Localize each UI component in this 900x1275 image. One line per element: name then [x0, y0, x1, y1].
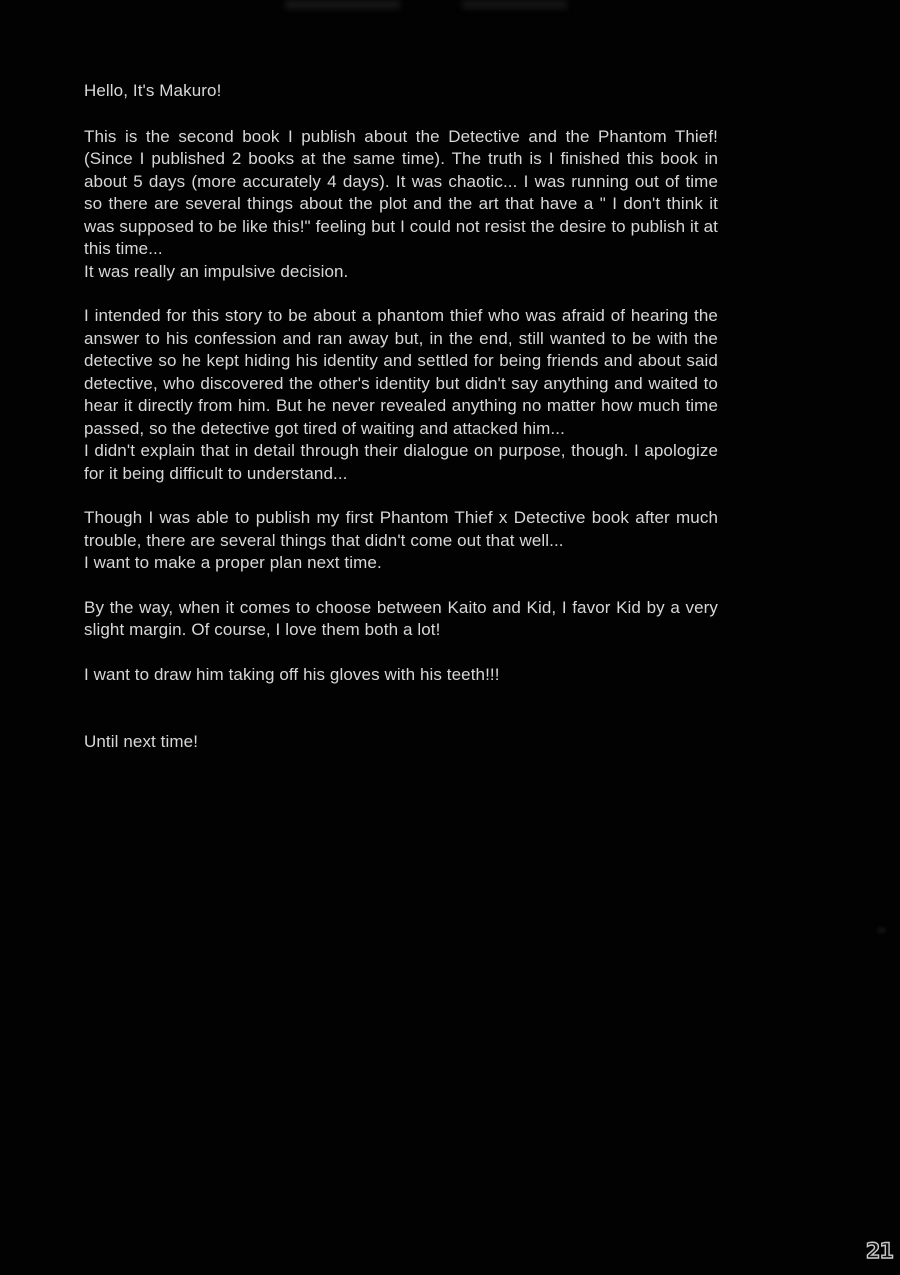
paragraph-kaito-kid: [84, 597, 718, 642]
scan-artifact: [878, 928, 885, 932]
paragraph-text: I intended for this story to be about a phantom thief who was afraid of hearing the answer to his confession and ran away but, in the end, still wanted to be with the detective so he kept hiding his identity and settled for being friends and about said detective, who discovered the other's identity but didn't say anything and waited to hear it directly from him. But he never revealed anything no matter how much time passed, so the detective got tired of waiting and attacked him...: [84, 306, 718, 438]
afterword-text: [84, 80, 718, 754]
greeting-line: Hello, It's Makuro!: [84, 81, 222, 100]
paragraph-text: I didn't explain that in detail through their dialogue on purpose, though. I apologize for it being difficult to understand...: [84, 441, 718, 483]
scan-artifact: [285, 0, 400, 9]
paragraph-gloves: [84, 664, 718, 687]
paragraph-text: I want to make a proper plan next time.: [84, 553, 382, 572]
paragraph-story-intent: [84, 305, 718, 485]
paragraph-publish-story: [84, 126, 718, 284]
paragraph-text: Though I was able to publish my first Phantom Thief x Detective book after much trouble, there are several things that didn't come out that well...: [84, 508, 718, 550]
paragraph-text: This is the second book I publish about the Detective and the Phantom Thief! (Since I published 2 books at the same time). The truth is I finished this book in about 5 days (more accurately 4 days). It was chaotic... I was running out of time so there are several things about the plot and the art that have a " I don't think it was supposed to be like this!" feeling but I could not resist the desire to publish it at this time...: [84, 126, 718, 258]
closing-line: Until next time!: [84, 732, 199, 751]
paragraph-first-book: [84, 507, 718, 575]
paragraph-text: By the way, when it comes to choose between Kaito and Kid, I favor Kid by a very slight margin. Of course, I love them both a lot!: [84, 597, 718, 639]
scan-artifact: [462, 0, 567, 9]
paragraph-text: It was really an impulsive decision.: [84, 261, 349, 281]
paragraph-text: I want to draw him taking off his gloves with his teeth!!!: [84, 664, 500, 684]
page-number: 21: [865, 1239, 893, 1263]
